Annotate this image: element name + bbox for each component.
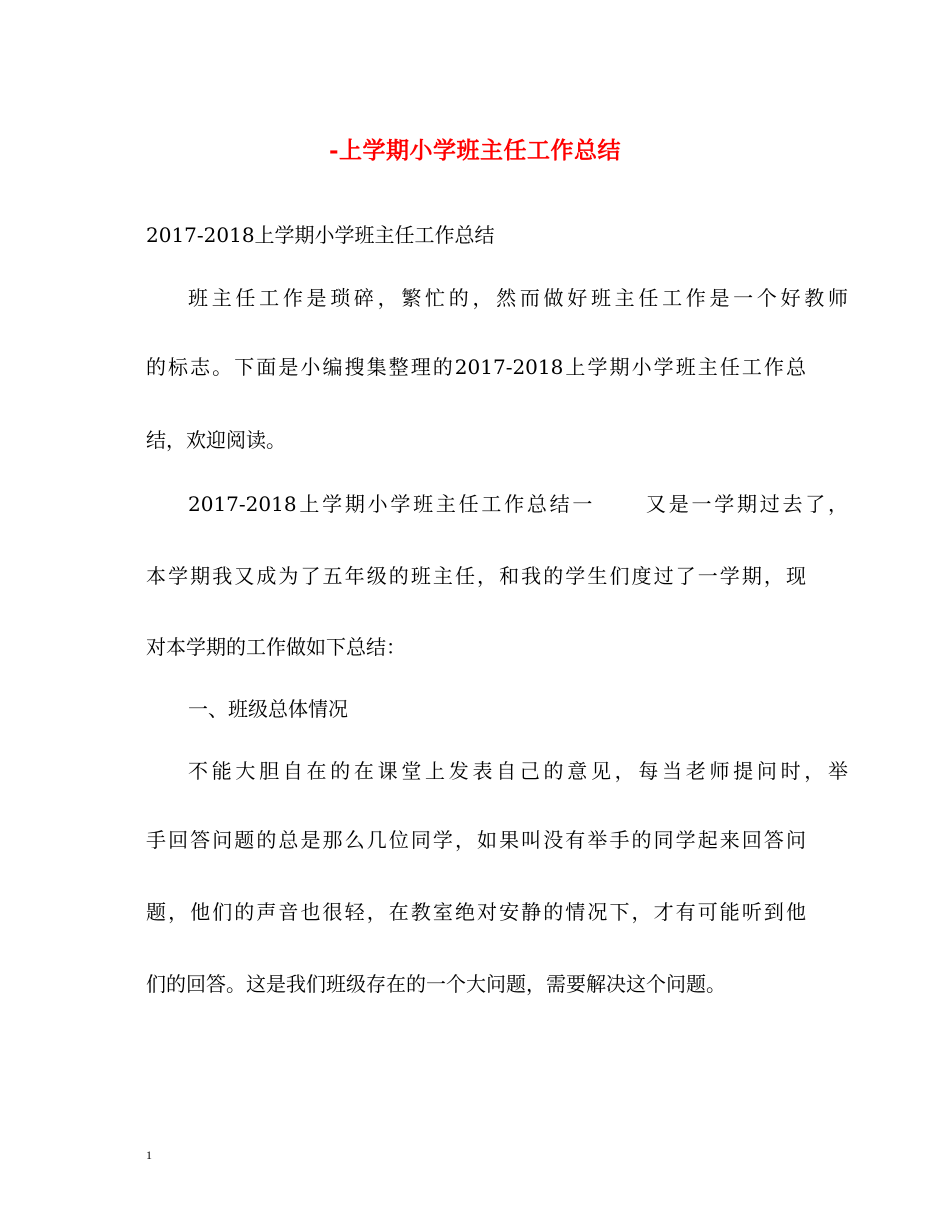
section-line-1: 本学期我又成为了五年级的班主任，和我的学生们度过了一学期，现 xyxy=(146,564,806,588)
section-line-2: 对本学期的工作做如下总结： xyxy=(146,635,406,659)
intro-line-1: 班主任工作是琐碎，繁忙的，然而做好班主任工作是一个好教师 xyxy=(188,286,848,310)
body-line-3: 题，他们的声音也很轻，在教室绝对安静的情况下，才有可能听到他 xyxy=(146,900,806,924)
subheading: 一、班级总体情况 xyxy=(188,697,348,721)
body-line-2: 手回答问题的总是那么几位同学，如果叫没有举手的同学起来回答问 xyxy=(146,828,806,852)
body-line-4: 们的回答。这是我们班级存在的一个大问题，需要解决这个问题。 xyxy=(146,972,726,996)
section-heading: 2017-2018上学期小学班主任工作总结一 xyxy=(188,492,596,516)
document-title: -上学期小学班主任工作总结 xyxy=(328,137,622,164)
body-line-1: 不能大胆自在的在课堂上发表自己的意见，每当老师提问时，举 xyxy=(188,759,848,783)
document-subtitle: 2017-2018上学期小学班主任工作总结 xyxy=(146,223,495,247)
section-heading-line xyxy=(146,489,848,519)
section-opening: 又是一学期过去了， xyxy=(643,492,848,516)
intro-line-3: 结，欢迎阅读。 xyxy=(146,428,286,452)
intro-line-2: 的标志。下面是小编搜集整理的2017-2018上学期小学班主任工作总 xyxy=(146,355,806,379)
page-number: 1 xyxy=(146,1148,152,1162)
